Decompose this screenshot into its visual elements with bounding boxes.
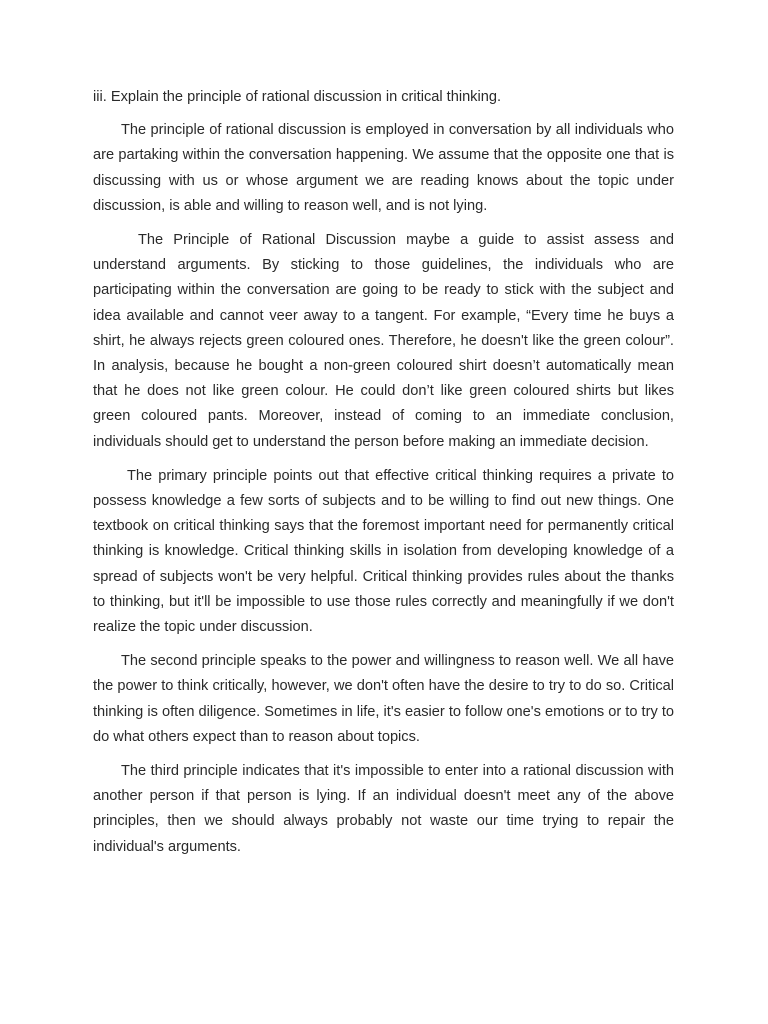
document-page <box>93 85 674 869</box>
paragraph-third-principle: The third principle indicates that it's impossible to enter into a rational discussion with another person if that person is lying. If an individual doesn't meet any of the above principles, then we should always probably not waste our time trying to repair the individual's arguments. <box>93 763 674 855</box>
paragraph-second-principle: The second principle speaks to the power and willingness to reason well. We all have the power to think critically, however, we don't often have the desire to try to do so. Critical thinking is often diligence. Sometimes in life, it's easier to follow one's emotions or to try to do what others expect than to reason about topics. <box>93 653 674 745</box>
paragraph-primary-principle: The primary principle points out that effective critical thinking requires a private to possess knowledge a few sorts of subjects and to be willing to find out new things. One textbook on critical thinking says that the foremost important need for permanently critical thinking is knowledge. Critical thinking skills in isolation from developing knowledge of a spread of subjects won't be very helpful. Critical thinking provides rules about the thanks to thinking, but it'll be impossible to use those rules correctly and meaningfully if we don't realize the topic under discussion. <box>93 467 674 636</box>
paragraph-guide: The Principle of Rational Discussion maybe a guide to assist assess and understand arguments. By sticking to those guidelines, the individuals who are participating within the conversation are going to be ready to stick with the subject and idea available and cannot veer away to a tangent. For example, “Every time he buys a shirt, he always rejects green coloured ones. Therefore, he doesn't like the green colour”. In analysis, because he bought a non-green coloured shirt doesn’t automatically mean that he does not like green colour. He could don’t like green coloured shirts but likes green coloured pants. Moreover, instead of coming to an immediate conclusion, individuals should get to understand the person before making an immediate decision. <box>93 232 674 450</box>
question-heading: iii. Explain the principle of rational discussion in critical thinking. <box>93 89 502 105</box>
paragraph-intro: The principle of rational discussion is employed in conversation by all individuals who are partaking within the conversation happening. We assume that the opposite one that is discussing with us or whose argument we are reading knows about the topic under discussion, is able and willing to reason well, and is not lying. <box>93 122 674 214</box>
